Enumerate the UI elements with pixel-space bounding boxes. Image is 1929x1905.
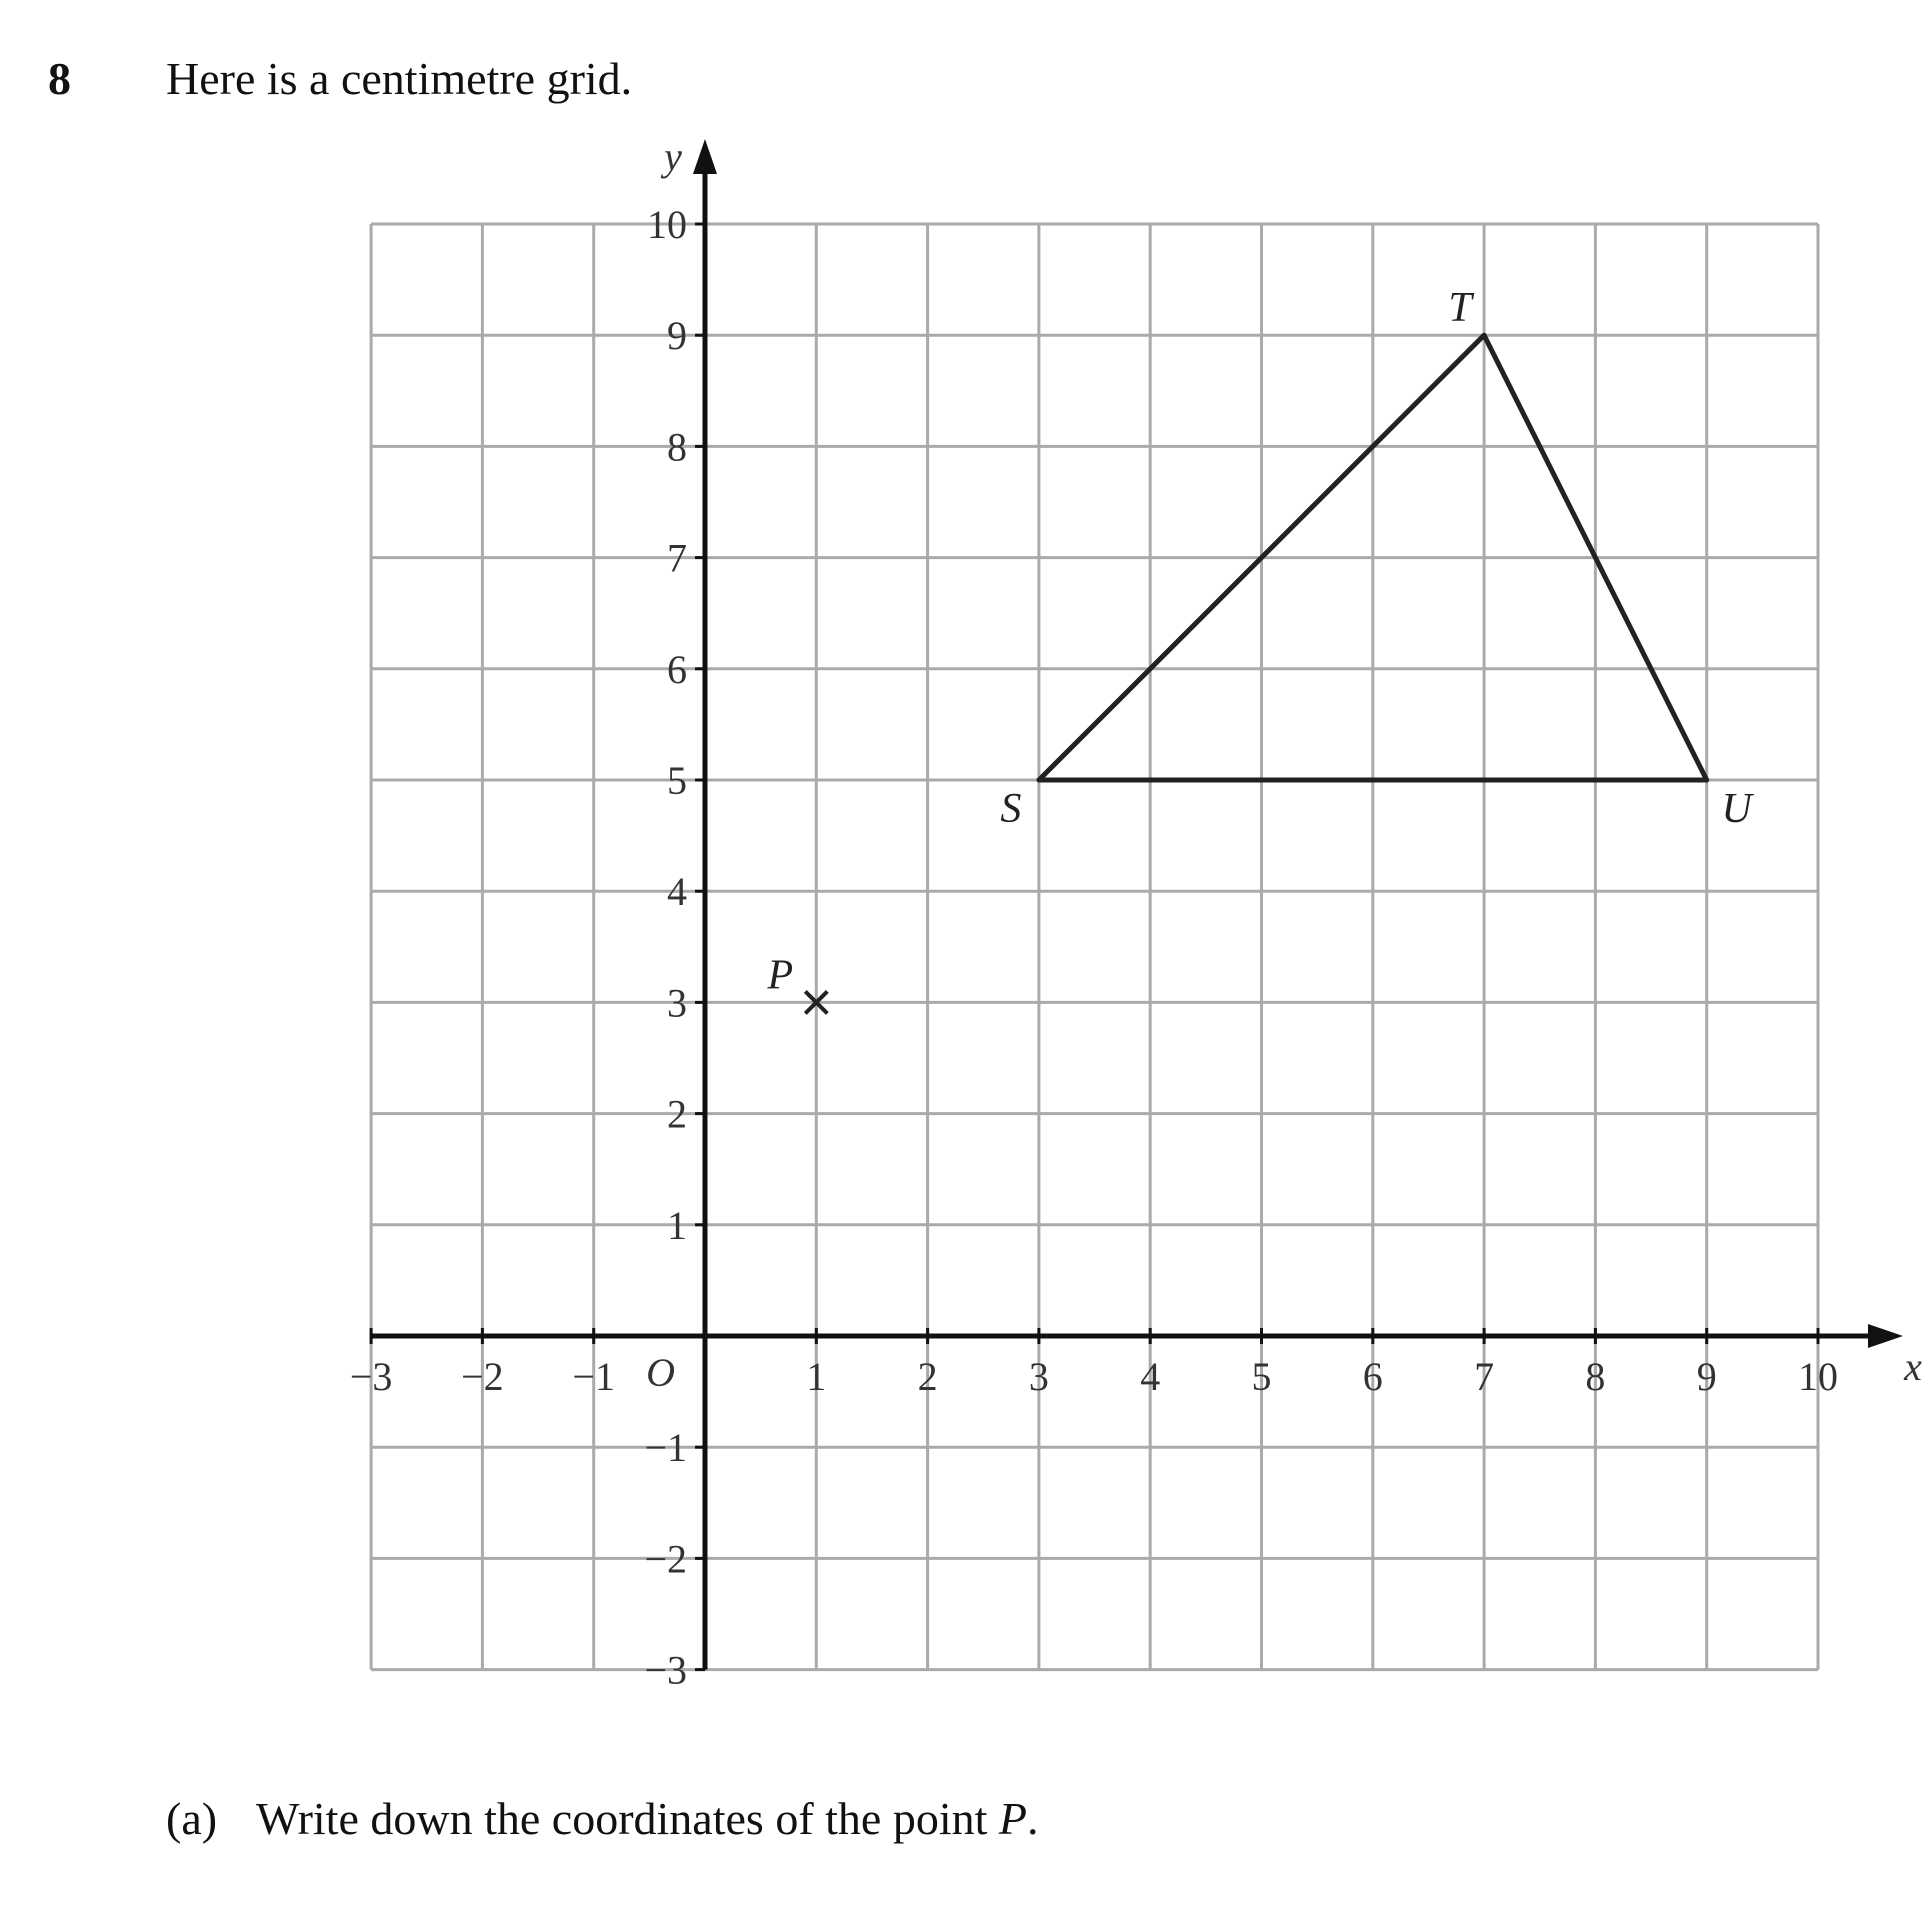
x-tick-label: −1 — [572, 1354, 615, 1399]
y-tick-label: 9 — [667, 313, 687, 359]
x-tick-label: 10 — [1798, 1354, 1838, 1399]
question-intro: Here is a centimetre grid. — [166, 53, 633, 104]
y-tick-label: −3 — [644, 1647, 687, 1693]
x-axis-arrow-icon — [1868, 1324, 1903, 1348]
x-tick-label: 2 — [917, 1354, 938, 1399]
origin-label: O — [646, 1350, 675, 1395]
part-a-end: . — [1027, 1793, 1039, 1844]
x-tick-label: 9 — [1696, 1354, 1717, 1399]
y-tick-label: −1 — [644, 1425, 687, 1471]
x-tick-label: 3 — [1028, 1354, 1049, 1399]
y-tick-label: 6 — [667, 646, 687, 692]
y-tick-label: 3 — [667, 980, 687, 1026]
part-a-prompt — [166, 1792, 1039, 1845]
vertex-label-s: S — [1000, 786, 1022, 832]
x-tick-label: 7 — [1474, 1354, 1495, 1399]
y-tick-label: 2 — [667, 1091, 687, 1137]
y-tick-label: 7 — [667, 535, 687, 581]
x-tick-label: 6 — [1362, 1354, 1383, 1399]
x-tick-label: 1 — [806, 1354, 827, 1399]
vertex-label-u: U — [1721, 786, 1752, 832]
x-tick-label: 4 — [1140, 1354, 1161, 1399]
question-number: 8 — [48, 53, 71, 104]
y-axis-arrow-icon — [693, 139, 717, 174]
y-tick-label: −2 — [644, 1536, 687, 1582]
part-a-point-name: P — [998, 1793, 1028, 1844]
part-a-label: (a) — [166, 1793, 218, 1844]
x-tick-label: −2 — [461, 1354, 504, 1399]
y-axis-label: y — [664, 134, 682, 179]
y-tick-label: 8 — [667, 424, 687, 470]
x-tick-label: 8 — [1585, 1354, 1606, 1399]
y-tick-label: 4 — [667, 869, 687, 915]
y-tick-label: 1 — [667, 1202, 687, 1248]
x-axis-label: x — [1904, 1344, 1922, 1389]
part-a-text: Write down the coordinates of the point — [256, 1793, 999, 1844]
x-tick-label: 5 — [1251, 1354, 1272, 1399]
y-tick-label: 5 — [667, 758, 687, 803]
y-tick-label: 10 — [647, 202, 687, 247]
x-tick-label: −3 — [349, 1354, 393, 1399]
vertex-label-t: T — [1448, 285, 1472, 332]
point-label-p: P — [767, 952, 794, 999]
